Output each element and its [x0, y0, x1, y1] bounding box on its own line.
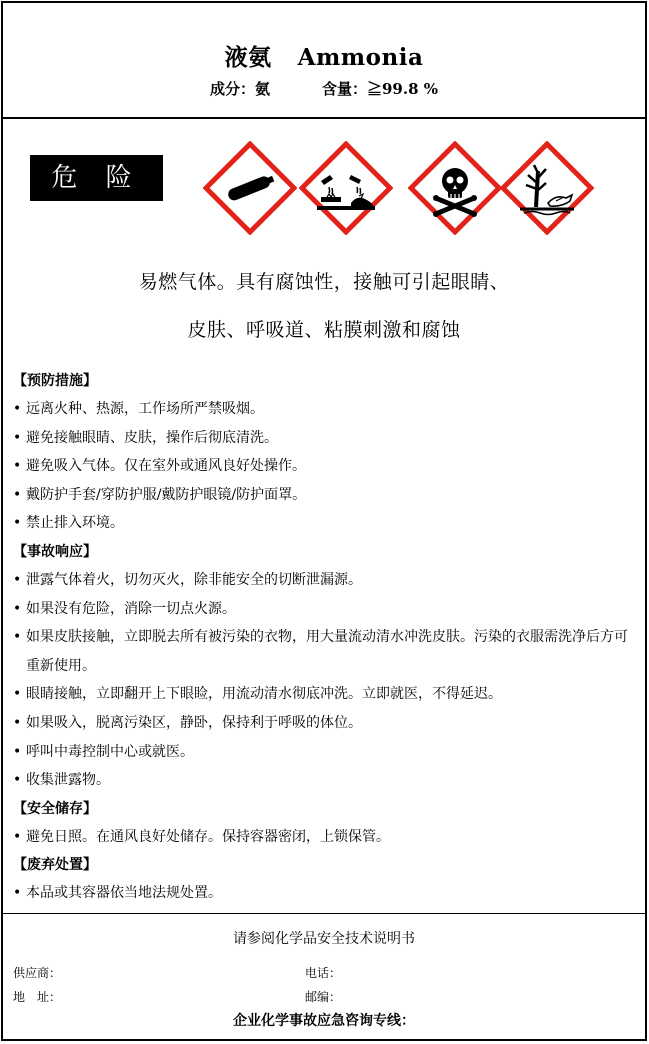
content: 含量：≧99.8 %: [322, 80, 439, 98]
title-en: Ammonia: [297, 44, 424, 71]
supplier-field: 供应商：: [13, 966, 62, 980]
gas-cylinder-icon: [203, 141, 297, 235]
section-title: 【事故响应】: [13, 543, 97, 560]
address-field: 地 址：: [13, 990, 62, 1004]
phone-field: 电话：: [305, 966, 342, 980]
postcode-field: 邮编：: [305, 990, 342, 1004]
precautionary-sections: [13, 367, 633, 908]
list-item: • 呼叫中毒控制中心或就医。: [13, 738, 633, 767]
label-header: [3, 3, 645, 119]
hazard-statement-line-1: 易燃气体。具有腐蚀性，接触可引起眼睛、: [138, 271, 510, 293]
title-cn: 液氨: [224, 44, 272, 71]
list-item: • 禁止排入环境。: [13, 509, 633, 538]
list-item: • 如果皮肤接触，立即脱去所有被污染的衣物，用大量流动清水冲洗皮肤。污染的衣服需洗净后方可重新使用。: [13, 623, 633, 680]
skull-crossbones-icon: [408, 141, 502, 235]
environment-icon: [500, 141, 594, 235]
list-item: • 避免接触眼睛、皮肤，操作后彻底清洗。: [13, 424, 633, 453]
list-item: • 如果没有危险，消除一切点火源。: [13, 595, 633, 624]
product-title: [3, 39, 645, 72]
sds-reference: 请参阅化学品安全技术说明书: [233, 931, 415, 947]
section-storage: [13, 795, 633, 852]
composition: 成分：氨: [209, 80, 270, 98]
chemical-safety-label: [1, 1, 647, 1041]
list-item: • 眼睛接触，立即翻开上下眼睑，用流动清水彻底冲洗。立即就医，不得延迟。: [13, 680, 633, 709]
section-title: 【安全储存】: [13, 800, 97, 817]
composition-line: [3, 78, 645, 99]
list-item: • 如果吸入，脱离污染区，静卧，保持利于呼吸的体位。: [13, 709, 633, 738]
section-response: [13, 538, 633, 795]
list-item: • 避免日照。在通风良好处储存。保持容器密闭，上锁保管。: [13, 823, 633, 852]
signal-word: 危 险: [30, 155, 163, 201]
list-item: • 戴防护手套/穿防护服/戴防护眼镜/防护面罩。: [13, 481, 633, 510]
list-item: • 收集泄露物。: [13, 766, 633, 795]
label-footer: [3, 913, 645, 1041]
list-item: • 避免吸入气体。仅在室外或通风良好处操作。: [13, 452, 633, 481]
list-item: • 泄露气体着火，切勿灭火，除非能安全的切断泄漏源。: [13, 566, 633, 595]
list-item: • 远离火种、热源，工作场所严禁吸烟。: [13, 395, 633, 424]
emergency-hotline: 企业化学事故应急咨询专线：: [233, 1013, 415, 1029]
section-title: 【废弃处置】: [13, 857, 97, 874]
hazard-statement-line-2: 皮肤、呼吸道、粘膜刺激和腐蚀: [187, 319, 461, 341]
section-title: 【预防措施】: [13, 373, 97, 389]
section-disposal: [13, 851, 633, 908]
ghs-pictograms: [203, 141, 593, 235]
section-prevention: [13, 367, 633, 538]
list-item: • 本品或其容器依当地法规处置。: [13, 879, 633, 908]
corrosion-icon: [299, 141, 393, 235]
